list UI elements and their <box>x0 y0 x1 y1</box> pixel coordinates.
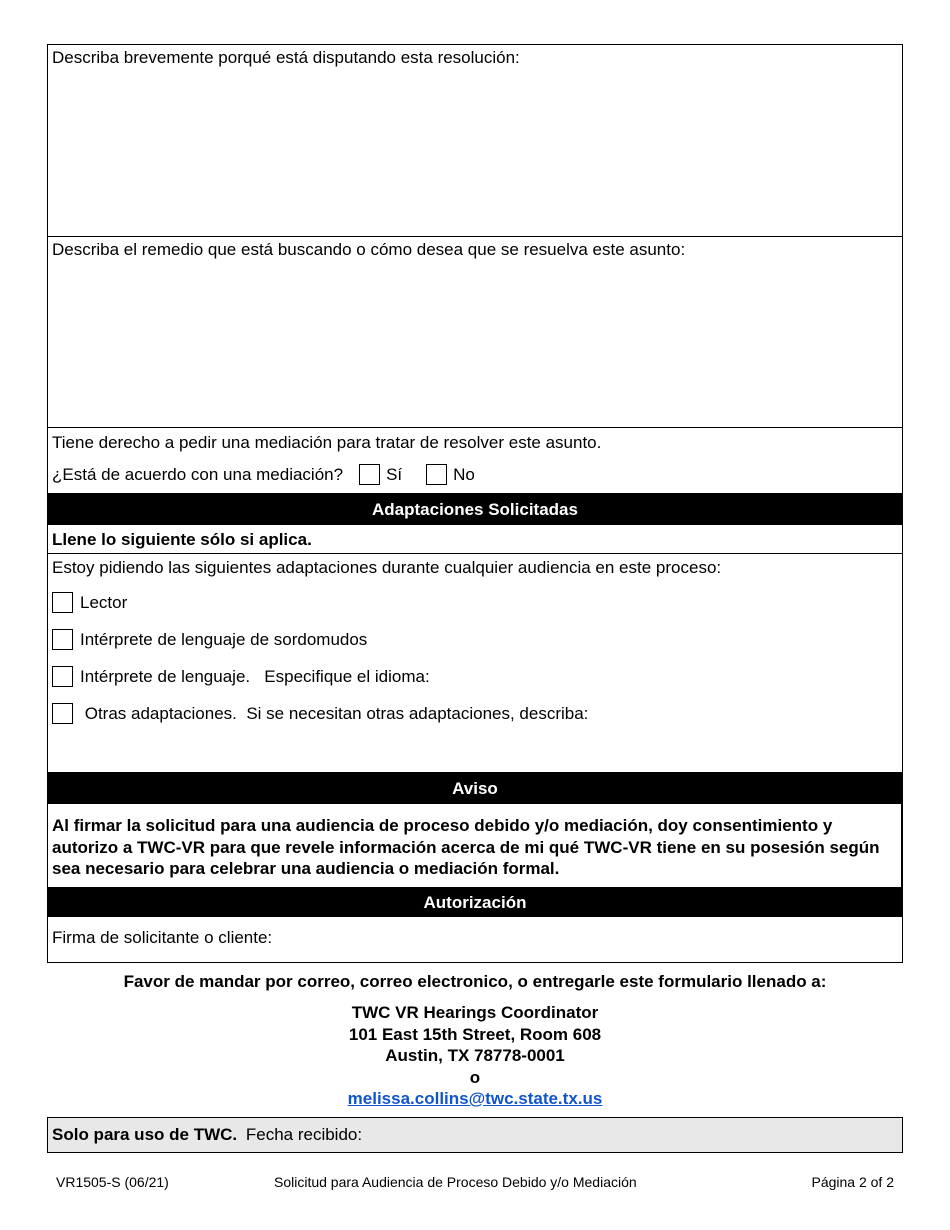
signature-label: Firma de solicitante o cliente: <box>52 928 273 947</box>
office-use-date-label: Fecha recibido: <box>245 1125 363 1144</box>
accommodation-other-checkbox[interactable] <box>52 703 73 724</box>
mediation-question-row <box>48 464 902 485</box>
mediation-no-label: No <box>453 464 475 484</box>
appeal-form <box>47 44 903 963</box>
notice-header: Aviso <box>47 772 903 803</box>
mailing-name: TWC VR Hearings Coordinator <box>351 1003 599 1022</box>
accommodations-header: Adaptaciones Solicitadas <box>47 493 903 524</box>
accommodation-sign-language-row[interactable] <box>48 621 902 658</box>
accommodation-language-interpreter-checkbox[interactable] <box>52 666 73 687</box>
accommodation-language-interpreter-label: Intérprete de lenguaje. Especifique el idioma: <box>80 666 430 686</box>
dispute-section[interactable] <box>47 44 903 236</box>
mediation-yes-checkbox[interactable] <box>359 464 380 485</box>
accommodations-section <box>47 553 903 772</box>
mediation-section <box>47 427 903 493</box>
mailing-or: o <box>469 1067 481 1087</box>
notice-section <box>47 803 903 887</box>
mailing-city: Austin, TX 78778-0001 <box>385 1046 565 1065</box>
notice-text: Al firmar la solicitud para una audiencia de proceso debido y/o mediación, doy consentimiento y autorizo a TWC-VR para que revele información acerca de mi qué TWC-VR tiene en su posesión según sea necesario para celebrar una audiencia o mediación formal. <box>52 816 880 878</box>
dispute-prompt: Describa brevemente porqué está disputando esta resolución: <box>52 48 520 67</box>
mediation-question: ¿Está de acuerdo con una mediación? <box>52 464 344 484</box>
office-use-box <box>47 1117 903 1153</box>
accommodations-note: Llene lo siguiente sólo si aplica. <box>52 530 312 549</box>
accommodation-reader-checkbox[interactable] <box>52 592 73 613</box>
footer-form-id: VR1505-S (06/21) <box>56 1174 169 1190</box>
authorization-header: Autorización <box>47 887 903 916</box>
office-use-label: Solo para uso de TWC. <box>52 1125 238 1144</box>
mediation-right-text: Tiene derecho a pedir una mediación para tratar de resolver este asunto. <box>52 433 602 452</box>
remedy-prompt: Describa el remedio que está buscando o cómo desea que se resuelva este asunto: <box>52 240 686 259</box>
mediation-yes-label: Sí <box>386 464 403 484</box>
footer-page-number: Página 2 of 2 <box>811 1174 894 1190</box>
footer-title: Solicitud para Audiencia de Proceso Debido y/o Mediación <box>274 1174 637 1190</box>
mediation-no-checkbox[interactable] <box>426 464 447 485</box>
accommodations-note-section <box>47 524 903 553</box>
mailing-email-line <box>0 1088 950 1110</box>
signature-section[interactable] <box>47 916 903 963</box>
accommodation-sign-language-checkbox[interactable] <box>52 629 73 650</box>
mailing-street: 101 East 15th Street, Room 608 <box>348 1024 602 1044</box>
accommodation-reader-label: Lector <box>80 592 128 612</box>
accommodation-language-interpreter-row[interactable] <box>48 658 902 695</box>
accommodation-other-label: Otras adaptaciones. Si se necesitan otras adaptaciones, describa: <box>80 703 589 723</box>
accommodations-intro: Estoy pidiendo las siguientes adaptaciones durante cualquier audiencia en este proceso: <box>52 558 722 577</box>
mailing-instruction: Favor de mandar por correo, correo electronico, o entregarle este formulario llenado a: <box>123 972 827 991</box>
accommodation-sign-language-label: Intérprete de lenguaje de sordomudos <box>80 629 368 649</box>
remedy-section[interactable] <box>47 236 903 427</box>
accommodation-reader-row[interactable] <box>48 584 902 621</box>
accommodation-other-row[interactable] <box>48 695 902 732</box>
mailing-email-link[interactable]: melissa.collins@twc.state.tx.us <box>347 1089 603 1108</box>
